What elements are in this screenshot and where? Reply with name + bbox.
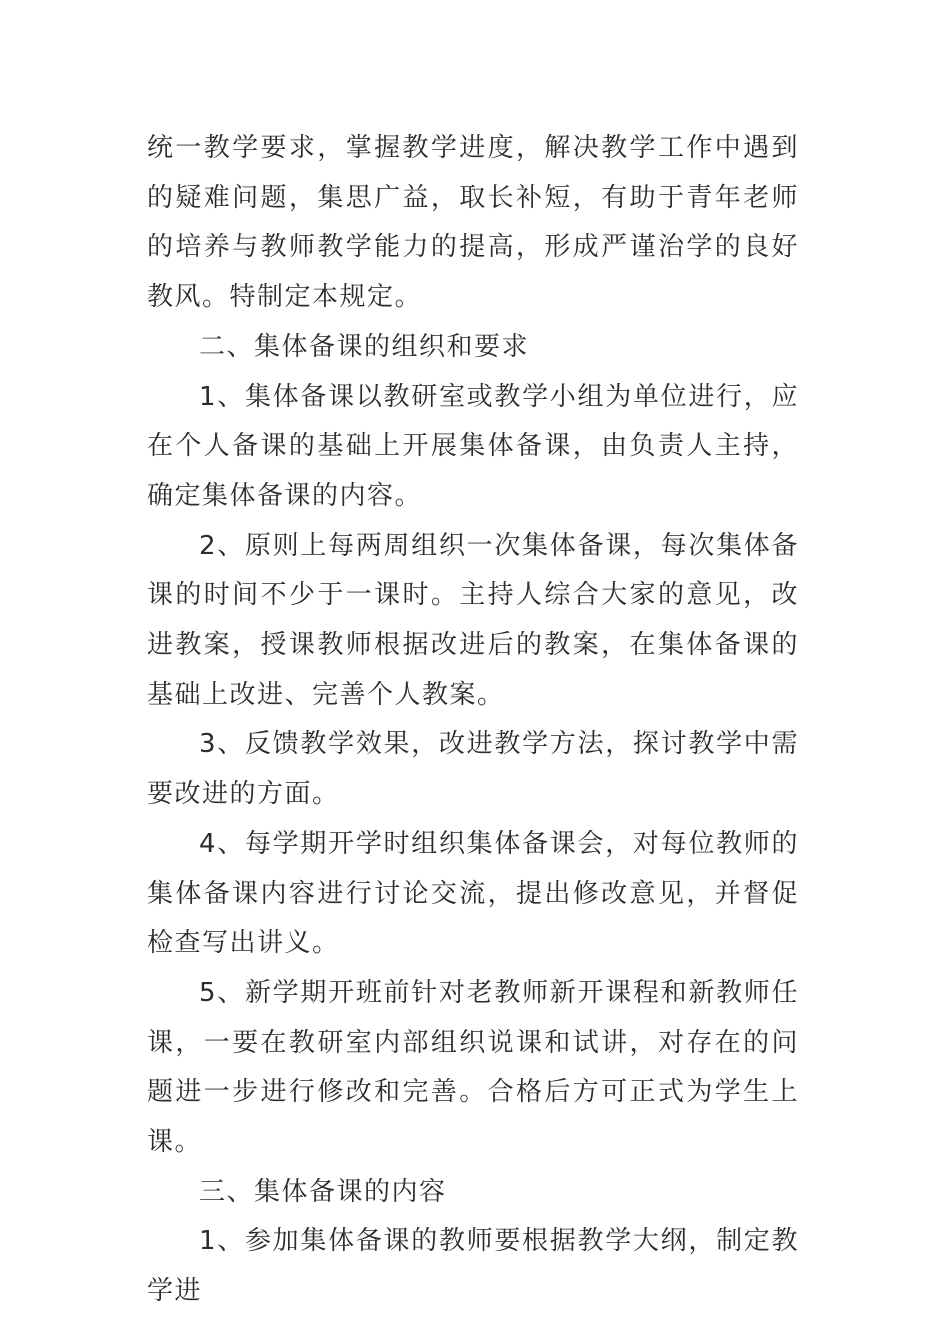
document-body	[147, 124, 799, 1317]
paragraph-item-1: 1、集体备课以教研室或教学小组为单位进行，应在个人备课的基础上开展集体备课，由负责人主持，确定集体备课的内容。	[147, 381, 799, 511]
section-heading-content: 三、集体备课的内容	[199, 1176, 447, 1207]
paragraph-item-3: 3、反馈教学效果，改进教学方法，探讨教学中需要改进的方面。	[147, 729, 799, 810]
paragraph-content-item-1: 1、参加集体备课的教师要根据教学大纲，制定教学进	[147, 1226, 799, 1307]
paragraph-item-5: 5、新学期开班前针对老教师新开课程和新教师任课，一要在教研室内部组织说课和试讲，对存在的问题进一步进行修改和完善。合格后方可正式为学生上课。	[147, 977, 799, 1158]
paragraph-item-4: 4、每学期开学时组织集体备课会，对每位教师的集体备课内容进行讨论交流，提出修改意见，并督促检查写出讲义。	[147, 828, 799, 959]
section-heading-organization: 二、集体备课的组织和要求	[199, 331, 530, 362]
paragraph-item-2: 2、原则上每两周组织一次集体备课，每次集体备课的时间不少于一课时。主持人综合大家的意见，改进教案，授课教师根据改进后的教案，在集体备课的基础上改进、完善个人教案。	[147, 530, 799, 710]
paragraph-intro-continued: 统一教学要求，掌握教学进度，解决教学工作中遇到的疑难问题，集思广益，取长补短，有助于青年老师的培养与教师教学能力的提高，形成严谨治学的良好教风。特制定本规定。	[147, 133, 799, 313]
